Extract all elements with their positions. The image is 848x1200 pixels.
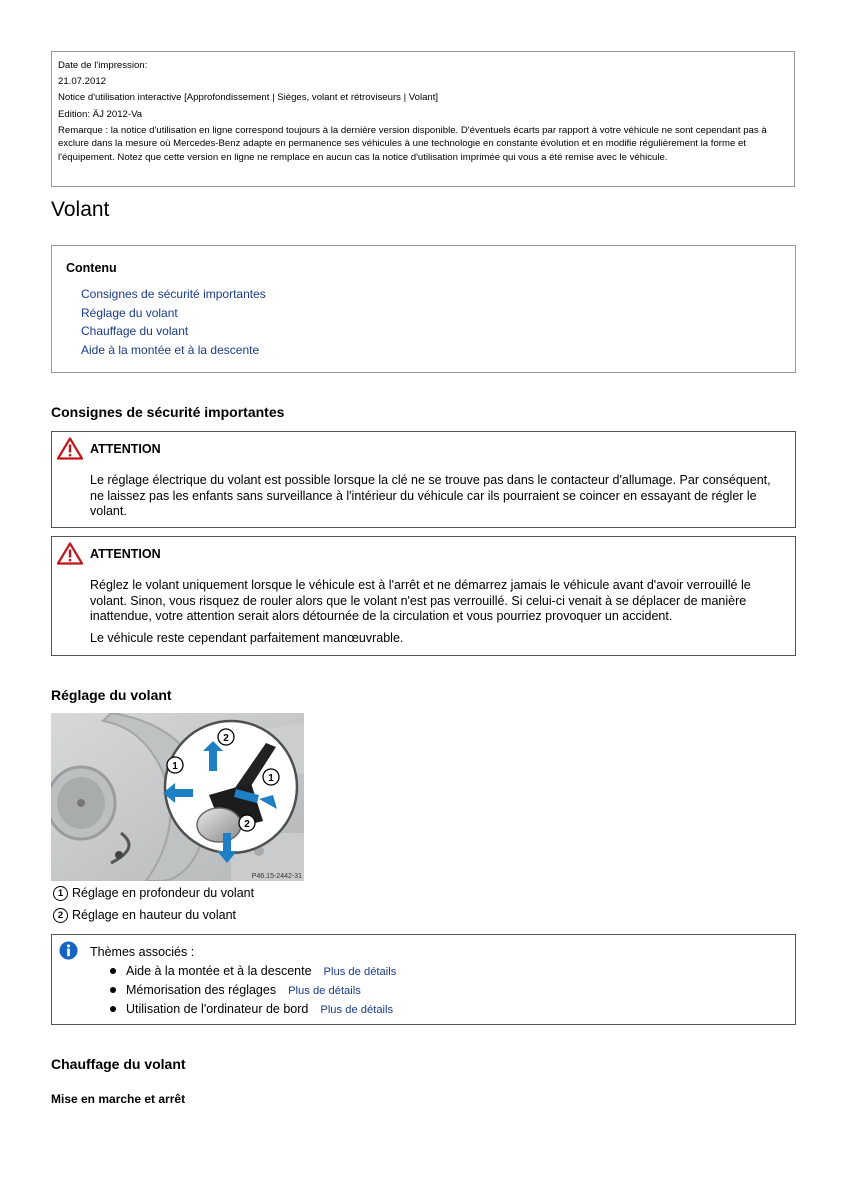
related-item-text: Utilisation de l'ordinateur de bord (126, 1002, 309, 1016)
warning-title: ATTENTION (90, 547, 161, 561)
notice-path: Notice d'utilisation interactive [Approfondissement | Sièges, volant et rétroviseurs | Volant] (58, 92, 439, 104)
bullet-icon (110, 987, 116, 993)
warning-triangle-icon (57, 542, 83, 565)
callout-2-top (218, 729, 234, 745)
remark: Remarque : la notice d'utilisation en ligne correspond toujours à la dernière version disponible. D'éventuels écarts par rapport à votre véhicule ne sont cependant pas à exclure dans la mesure où Mercedes-Benz adapte en permanence ses véhicules à une technologie en constante évolution et en modifie régulièrement la forme et l'équipement. Notez que cette version en ligne ne remplace en aucun cas la notice d'utilisation imprimée qui vous a été remise avec le véhicule. (58, 124, 767, 163)
bullet-icon (110, 1006, 116, 1012)
warning-title: ATTENTION (90, 442, 161, 456)
legend-item (53, 907, 236, 923)
section-heading-heating: Chauffage du volant (51, 1056, 186, 1072)
list-item (110, 963, 396, 982)
svg-text:2: 2 (244, 819, 250, 830)
legend-number: 2 (53, 908, 68, 923)
subheading-on-off: Mise en marche et arrêt (51, 1092, 186, 1106)
figure-code: P46.15-2442-31 (251, 873, 302, 880)
print-date: 21.07.2012 (58, 76, 107, 88)
svg-text:1: 1 (172, 761, 178, 772)
steering-column-lever-illustration (51, 713, 304, 881)
warning-paragraph: Le véhicule reste cependant parfaitement manœuvrable. (90, 630, 404, 645)
legend-item (53, 885, 254, 901)
warning-paragraph: Le réglage électrique du volant est possible lorsque la clé ne se trouve pas dans le contacteur d'allumage. Par conséquent, ne laissez pas les enfants sans surveillance à l'intérieur du véhicule car ils pourraient se coincer en essayant de régler le volant. (90, 473, 771, 519)
warning-box (51, 536, 796, 656)
toc-link-safety[interactable]: Consignes de sécurité importantes (81, 287, 266, 301)
toc-list (81, 286, 266, 360)
svg-text:1: 1 (268, 773, 274, 784)
warning-paragraph: Réglez le volant uniquement lorsque le véhicule est à l'arrêt et ne démarrez jamais le véhicule avant d'avoir verrouillé le volant. Sinon, vous risquez de rouler alors que le volant n'est pas verrouillé. Si celui-ci venait à se déplacer de manière inattendue, votre attention serait alors détournée de la circulation et vous pourriez provoquer un accident. (90, 578, 751, 624)
toc-link-heating[interactable]: Chauffage du volant (81, 324, 189, 339)
list-item (110, 982, 396, 1001)
legend-text: Réglage en hauteur du volant (72, 908, 237, 922)
related-title: Thèmes associés : (90, 945, 195, 959)
related-list (110, 963, 396, 1020)
print-date-label: Date de l'impression: (58, 60, 148, 71)
related-item-text: Aide à la montée et à la descente (126, 964, 312, 978)
more-details-link[interactable]: Plus de détails (320, 1004, 394, 1016)
warning-text (90, 473, 781, 526)
table-of-contents (51, 245, 796, 373)
svg-text:2: 2 (223, 733, 229, 744)
print-info-box (51, 51, 795, 187)
page-title: Volant (51, 198, 110, 221)
list-item (110, 1001, 396, 1020)
warning-triangle-icon (57, 437, 83, 460)
related-topics-box (51, 934, 796, 1025)
more-details-link[interactable]: Plus de détails (323, 966, 397, 978)
warning-text (90, 578, 781, 652)
toc-link-adjust[interactable]: Réglage du volant (81, 305, 178, 320)
toc-link-easy-entry[interactable]: Aide à la montée et à la descente (81, 342, 260, 357)
warning-box (51, 431, 796, 528)
toc-heading: Contenu (66, 261, 117, 275)
edition: Edition: ÄJ 2012-Va (58, 108, 143, 120)
related-item-text: Mémorisation des réglages (126, 983, 277, 997)
steering-adjust-figure (51, 713, 304, 881)
more-details-link[interactable]: Plus de détails (288, 985, 361, 997)
section-heading-adjust: Réglage du volant (51, 687, 172, 703)
section-heading-safety: Consignes de sécurité importantes (51, 404, 285, 420)
legend-text: Réglage en profondeur du volant (72, 886, 255, 900)
info-icon (59, 941, 78, 960)
bullet-icon (110, 968, 116, 974)
legend-number: 1 (53, 886, 68, 901)
